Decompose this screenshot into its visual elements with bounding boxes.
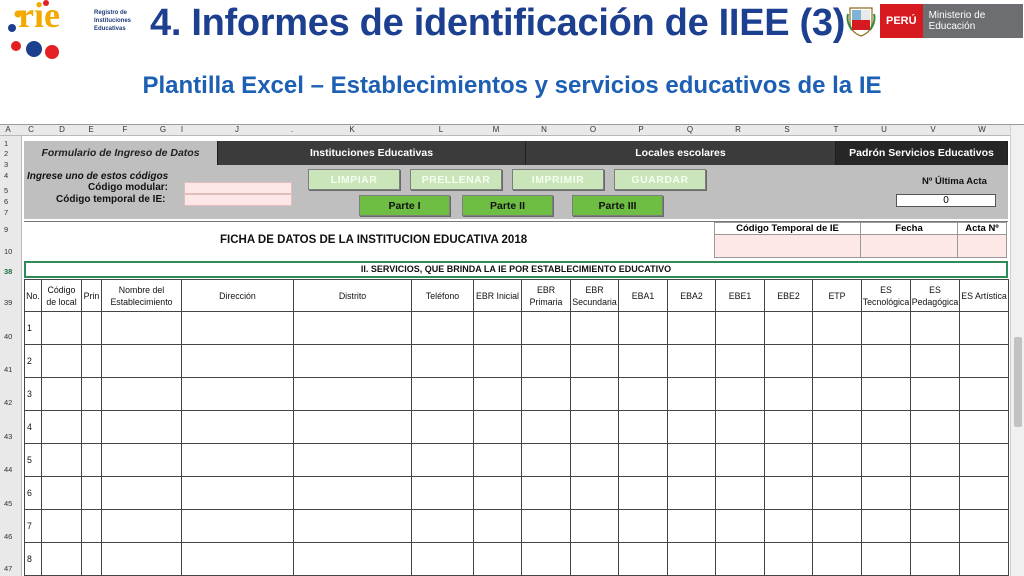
section-title: II. SERVICIOS, QUE BRINDA LA IE POR ESTABLECIMIENTO EDUCATIVO <box>24 261 1008 278</box>
row-number[interactable]: 9 <box>4 225 9 234</box>
column-letter[interactable]: S <box>784 125 790 134</box>
table-cell[interactable] <box>474 543 522 576</box>
col-header-ebr-inicial: EBR Inicial <box>474 280 522 312</box>
table-cell[interactable] <box>813 477 862 510</box>
table-cell[interactable] <box>911 543 960 576</box>
table-cell[interactable] <box>102 510 182 543</box>
table-cell[interactable] <box>42 345 82 378</box>
codigo-temporal-header: Código Temporal de IE <box>714 222 861 235</box>
col-header-no: No. <box>25 280 42 312</box>
row-number[interactable]: 3 <box>4 160 9 169</box>
table-cell[interactable] <box>82 477 102 510</box>
table-cell[interactable] <box>813 510 862 543</box>
row-number[interactable]: 44 <box>4 465 13 474</box>
row-number[interactable]: 41 <box>4 365 13 374</box>
row-number[interactable]: 7 <box>4 208 9 217</box>
column-letter[interactable]: D <box>59 125 65 134</box>
column-letter[interactable]: L <box>438 125 444 134</box>
column-letter[interactable]: W <box>978 125 986 134</box>
col-header-ebr-primaria: EBR Primaria <box>522 280 571 312</box>
table-cell[interactable] <box>474 378 522 411</box>
table-cell[interactable] <box>716 444 765 477</box>
table-cell[interactable] <box>294 345 412 378</box>
table-cell[interactable] <box>911 444 960 477</box>
table-cell[interactable] <box>960 477 1009 510</box>
table-cell[interactable] <box>42 444 82 477</box>
ministry-label: Ministerio de Educación <box>923 4 1023 38</box>
table-cell[interactable] <box>42 312 82 345</box>
slide-subtitle: Plantilla Excel – Establecimientos y servicios educativos de la IE <box>142 72 882 99</box>
table-cell[interactable] <box>619 378 668 411</box>
table-cell[interactable] <box>716 345 765 378</box>
col-header-prin: Prin <box>82 280 102 312</box>
table-cell[interactable] <box>862 444 911 477</box>
table-cell[interactable] <box>474 312 522 345</box>
row-number[interactable]: 5 <box>4 186 9 195</box>
table-cell[interactable] <box>102 312 182 345</box>
table-cell[interactable] <box>668 345 716 378</box>
table-cell[interactable] <box>960 312 1009 345</box>
table-cell[interactable] <box>960 444 1009 477</box>
row-number[interactable]: 42 <box>4 398 13 407</box>
table-cell[interactable] <box>474 444 522 477</box>
table-cell[interactable] <box>813 345 862 378</box>
table-cell[interactable] <box>182 378 294 411</box>
column-letter[interactable]: K <box>349 125 355 134</box>
table-cell[interactable] <box>182 543 294 576</box>
table-cell[interactable] <box>619 312 668 345</box>
column-letter[interactable]: F <box>122 125 128 134</box>
col-header-eba2: EBA2 <box>668 280 716 312</box>
table-cell[interactable] <box>911 312 960 345</box>
table-cell[interactable] <box>102 411 182 444</box>
acta-cell[interactable] <box>957 234 1007 258</box>
table-cell[interactable] <box>813 312 862 345</box>
acta-header: Acta Nº <box>957 222 1007 235</box>
col-header-es-artistica: ES Artística <box>960 280 1009 312</box>
column-letter[interactable]: J <box>235 125 239 134</box>
col-header-eba1: EBA1 <box>619 280 668 312</box>
table-cell[interactable] <box>668 411 716 444</box>
table-row <box>25 411 1009 444</box>
table-cell[interactable] <box>911 510 960 543</box>
column-letter[interactable]: E <box>88 125 94 134</box>
table-cell[interactable] <box>294 510 412 543</box>
table-cell[interactable] <box>294 378 412 411</box>
table-cell[interactable] <box>82 411 102 444</box>
row-number[interactable]: 40 <box>4 332 13 341</box>
table-cell[interactable] <box>765 312 813 345</box>
table-cell[interactable] <box>619 444 668 477</box>
table-cell[interactable] <box>82 345 102 378</box>
table-cell[interactable] <box>522 345 571 378</box>
table-cell[interactable] <box>619 543 668 576</box>
column-letter[interactable]: . <box>290 125 294 134</box>
row-index-cell[interactable]: 7 <box>25 510 42 543</box>
ficha-title: FICHA DE DATOS DE LA INSTITUCION EDUCATIVA 2018 <box>220 234 528 246</box>
ultima-acta-label: Nº Última Acta <box>922 176 987 187</box>
table-cell[interactable] <box>102 477 182 510</box>
table-cell[interactable] <box>412 510 474 543</box>
row-number[interactable]: 2 <box>4 149 9 158</box>
table-cell[interactable] <box>862 543 911 576</box>
table-cell[interactable] <box>765 444 813 477</box>
table-cell[interactable] <box>294 312 412 345</box>
row-number[interactable]: 4 <box>4 171 9 180</box>
row-headers <box>0 136 22 576</box>
table-cell[interactable] <box>474 477 522 510</box>
table-cell[interactable] <box>716 510 765 543</box>
codigo-temporal-input[interactable] <box>184 194 292 206</box>
table-row <box>25 543 1009 576</box>
tab-locales[interactable]: Locales escolares <box>526 141 836 165</box>
column-letter[interactable]: N <box>541 125 547 134</box>
row-number[interactable]: 6 <box>4 197 9 206</box>
table-cell[interactable] <box>294 444 412 477</box>
government-badge <box>846 4 1023 38</box>
col-header-ebe2: EBE2 <box>765 280 813 312</box>
col-header-es-tecnologica: ES Tecnológica <box>862 280 911 312</box>
table-cell[interactable] <box>102 345 182 378</box>
table-body <box>25 312 1009 576</box>
table-cell[interactable] <box>42 510 82 543</box>
row-number-selected[interactable]: 38 <box>4 267 13 276</box>
table-cell[interactable] <box>522 543 571 576</box>
logo-subtitle: Registro de Instituciones Educativas <box>94 10 132 32</box>
col-header-distrito: Distrito <box>294 280 412 312</box>
row-index-cell[interactable]: 4 <box>25 411 42 444</box>
table-cell[interactable] <box>294 543 412 576</box>
table-cell[interactable] <box>102 378 182 411</box>
table-cell[interactable] <box>571 510 619 543</box>
table-cell[interactable] <box>765 543 813 576</box>
row-index-cell[interactable]: 2 <box>25 345 42 378</box>
table-cell[interactable] <box>960 345 1009 378</box>
table-cell[interactable] <box>716 378 765 411</box>
table-cell[interactable] <box>182 411 294 444</box>
table-cell[interactable] <box>813 411 862 444</box>
table-cell[interactable] <box>412 312 474 345</box>
table-cell[interactable] <box>668 444 716 477</box>
column-letter[interactable]: Q <box>686 125 694 134</box>
table-cell[interactable] <box>102 543 182 576</box>
table-cell[interactable] <box>522 444 571 477</box>
column-letter[interactable]: T <box>833 125 839 134</box>
guardar-button[interactable]: GUARDAR <box>614 169 706 190</box>
slide-title: 4. Informes de identificación de IIEE (3) <box>150 2 846 44</box>
table-cell[interactable] <box>182 345 294 378</box>
table-cell[interactable] <box>182 312 294 345</box>
services-table <box>24 279 1009 576</box>
excel-sheet <box>0 124 1024 576</box>
parte-i-button[interactable]: Parte I <box>359 195 450 216</box>
table-cell[interactable] <box>716 312 765 345</box>
table-cell[interactable] <box>765 477 813 510</box>
col-header-direccion: Dirección <box>182 280 294 312</box>
tab-padron[interactable]: Padrón Servicios Educativos <box>836 141 1008 165</box>
table-cell[interactable] <box>182 477 294 510</box>
scrollbar-thumb[interactable] <box>1014 337 1022 427</box>
peru-label: PERÚ <box>880 4 923 38</box>
table-row <box>25 477 1009 510</box>
table-cell[interactable] <box>42 543 82 576</box>
table-cell[interactable] <box>82 510 102 543</box>
codigo-modular-input[interactable] <box>184 182 292 194</box>
row-number[interactable]: 47 <box>4 564 13 573</box>
table-cell[interactable] <box>522 312 571 345</box>
table-cell[interactable] <box>960 378 1009 411</box>
table-cell[interactable] <box>571 444 619 477</box>
table-cell[interactable] <box>668 477 716 510</box>
row-number[interactable]: 1 <box>4 139 9 148</box>
input-panel <box>24 165 1008 219</box>
parte-iii-button[interactable]: Parte III <box>572 195 663 216</box>
table-cell[interactable] <box>42 411 82 444</box>
table-cell[interactable] <box>412 411 474 444</box>
row-index-cell[interactable]: 1 <box>25 312 42 345</box>
table-cell[interactable] <box>294 477 412 510</box>
table-cell[interactable] <box>911 378 960 411</box>
column-letter[interactable]: A <box>5 125 11 134</box>
row-index-cell[interactable]: 8 <box>25 543 42 576</box>
column-letter[interactable]: R <box>735 125 741 134</box>
row-number[interactable]: 43 <box>4 432 13 441</box>
table-cell[interactable] <box>571 411 619 444</box>
limpiar-button[interactable]: LIMPIAR <box>308 169 400 190</box>
table-cell[interactable] <box>668 378 716 411</box>
codigo-modular-label: Código modular: <box>88 182 168 193</box>
table-cell[interactable] <box>862 477 911 510</box>
table-cell[interactable] <box>716 411 765 444</box>
column-letter[interactable]: G <box>159 125 167 134</box>
table-cell[interactable] <box>571 378 619 411</box>
table-cell[interactable] <box>862 345 911 378</box>
table-row <box>25 312 1009 345</box>
table-cell[interactable] <box>862 411 911 444</box>
table-cell[interactable] <box>619 510 668 543</box>
table-cell[interactable] <box>960 411 1009 444</box>
table-cell[interactable] <box>82 543 102 576</box>
table-cell[interactable] <box>474 411 522 444</box>
table-cell[interactable] <box>412 378 474 411</box>
table-cell[interactable] <box>619 411 668 444</box>
table-cell[interactable] <box>412 345 474 378</box>
row-index-cell[interactable]: 5 <box>25 444 42 477</box>
table-cell[interactable] <box>911 411 960 444</box>
table-cell[interactable] <box>960 510 1009 543</box>
logo-text: rie <box>18 0 60 35</box>
table-cell[interactable] <box>619 477 668 510</box>
table-cell[interactable] <box>182 510 294 543</box>
column-letter[interactable]: P <box>638 125 644 134</box>
table-cell[interactable] <box>294 411 412 444</box>
table-row <box>25 378 1009 411</box>
table-cell[interactable] <box>765 510 813 543</box>
form-tab-bar <box>24 141 1008 165</box>
table-cell[interactable] <box>813 378 862 411</box>
table-cell[interactable] <box>42 378 82 411</box>
table-cell[interactable] <box>960 543 1009 576</box>
column-letter[interactable]: I <box>180 125 184 134</box>
table-cell[interactable] <box>82 312 102 345</box>
codes-prompt: Ingrese uno de estos códigos <box>27 171 169 182</box>
ficha-header <box>24 221 1008 259</box>
table-row <box>25 510 1009 543</box>
table-cell[interactable] <box>765 378 813 411</box>
table-cell[interactable] <box>813 444 862 477</box>
column-headers <box>0 125 1010 136</box>
column-letter[interactable]: V <box>930 125 936 134</box>
table-cell[interactable] <box>668 312 716 345</box>
table-cell[interactable] <box>765 411 813 444</box>
table-cell[interactable] <box>522 378 571 411</box>
table-cell[interactable] <box>102 444 182 477</box>
col-header-etp: ETP <box>813 280 862 312</box>
table-cell[interactable] <box>911 345 960 378</box>
table-cell[interactable] <box>82 378 102 411</box>
column-letter[interactable]: C <box>28 125 34 134</box>
imprimir-button[interactable]: IMPRIMIR <box>512 169 604 190</box>
table-cell[interactable] <box>862 510 911 543</box>
table-cell[interactable] <box>82 444 102 477</box>
fecha-cell[interactable] <box>860 234 958 258</box>
table-cell[interactable] <box>862 378 911 411</box>
table-cell[interactable] <box>716 477 765 510</box>
row-number[interactable]: 46 <box>4 532 13 541</box>
table-header-row <box>25 280 1009 312</box>
col-header-es-pedagogica: ES Pedagógica <box>911 280 960 312</box>
peru-coat-of-arms-icon <box>846 4 876 38</box>
table-row <box>25 444 1009 477</box>
table-cell[interactable] <box>522 411 571 444</box>
table-cell[interactable] <box>716 543 765 576</box>
table-cell[interactable] <box>571 543 619 576</box>
col-header-ebr-secundaria: EBR Secundaria <box>571 280 619 312</box>
col-header-codigo-local: Código de local <box>42 280 82 312</box>
parte-ii-button[interactable]: Parte II <box>462 195 553 216</box>
prellenar-button[interactable]: PRELLENAR <box>410 169 502 190</box>
col-header-nombre: Nombre del Establecimiento <box>102 280 182 312</box>
table-cell[interactable] <box>412 477 474 510</box>
table-cell[interactable] <box>765 345 813 378</box>
vertical-scrollbar[interactable] <box>1010 125 1024 576</box>
table-cell[interactable] <box>474 510 522 543</box>
table-cell[interactable] <box>862 312 911 345</box>
fecha-header: Fecha <box>860 222 958 235</box>
table-cell[interactable] <box>522 477 571 510</box>
column-letter[interactable]: O <box>589 125 597 134</box>
table-cell[interactable] <box>42 477 82 510</box>
table-cell[interactable] <box>813 543 862 576</box>
table-cell[interactable] <box>571 312 619 345</box>
row-index-cell[interactable]: 6 <box>25 477 42 510</box>
table-cell[interactable] <box>522 510 571 543</box>
codigo-temporal-label: Código temporal de IE: <box>56 194 166 205</box>
table-cell[interactable] <box>182 444 294 477</box>
codigo-temporal-cell[interactable] <box>714 234 861 258</box>
column-letter[interactable]: U <box>881 125 887 134</box>
row-number[interactable]: 39 <box>4 298 13 307</box>
table-row <box>25 345 1009 378</box>
rie-logo <box>4 0 132 62</box>
col-header-telefono: Teléfono <box>412 280 474 312</box>
table-cell[interactable] <box>668 543 716 576</box>
table-cell[interactable] <box>412 444 474 477</box>
table-cell[interactable] <box>571 477 619 510</box>
row-number[interactable]: 10 <box>4 247 13 256</box>
row-number[interactable]: 45 <box>4 499 13 508</box>
table-cell[interactable] <box>911 477 960 510</box>
row-index-cell[interactable]: 3 <box>25 378 42 411</box>
table-cell[interactable] <box>412 543 474 576</box>
tab-formulario[interactable]: Formulario de Ingreso de Datos <box>24 141 218 165</box>
table-cell[interactable] <box>474 345 522 378</box>
ultima-acta-value: 0 <box>896 194 996 207</box>
col-header-ebe1: EBE1 <box>716 280 765 312</box>
table-cell[interactable] <box>668 510 716 543</box>
column-letter[interactable]: M <box>492 125 500 134</box>
table-cell[interactable] <box>619 345 668 378</box>
table-cell[interactable] <box>571 345 619 378</box>
tab-instituciones[interactable]: Instituciones Educativas <box>218 141 526 165</box>
